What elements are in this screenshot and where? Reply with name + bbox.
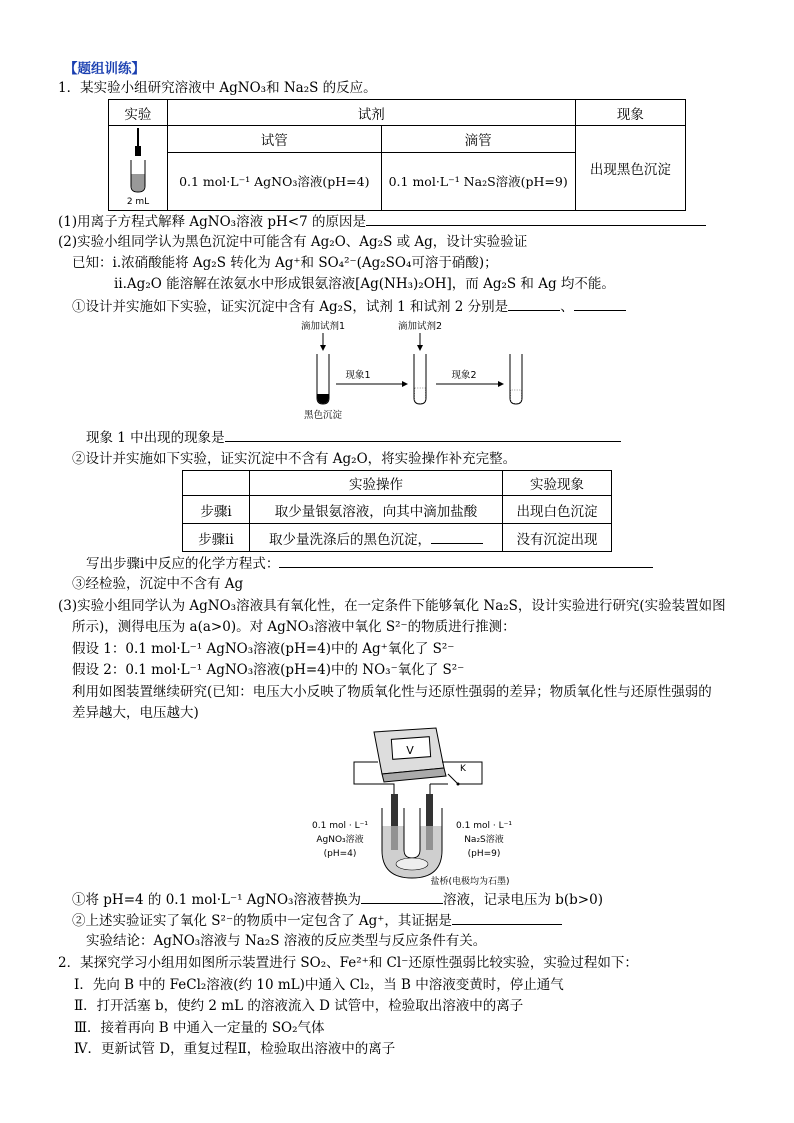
- subheader-tube: 试管: [167, 126, 381, 153]
- steps-table: [182, 470, 612, 552]
- steps-header-blank: [183, 471, 250, 496]
- galvanic-cell-figure: [310, 726, 520, 888]
- right-conc-label: 0.1 mol · L⁻¹: [456, 821, 512, 831]
- question-2-stem: 2．某探究学习小组用如图所示装置进行 SO₂、Fe²⁺和 Cl⁻还原性强弱比较实验，实验过程如下：: [58, 955, 638, 971]
- header-operation: 实验操作: [250, 471, 503, 496]
- answer-blank-phen1[interactable]: [225, 428, 621, 442]
- part-1-question: [58, 212, 706, 231]
- header-experiment: 实验: [109, 100, 168, 126]
- known-2: ⅱ.Ag₂O 能溶解在浓氨水中形成银氨溶液[Ag(NH₃)₂OH]，而 Ag₂S 和 Ag 均不能。: [114, 276, 615, 292]
- sub-question-d2-text: ②上述实验证实了氧化 S²⁻的物质中一定包含了 Ag⁺，其证据是: [72, 913, 452, 929]
- left-conc-label: 0.1 mol · L⁻¹: [312, 821, 368, 831]
- sub-question-d2: [72, 911, 562, 930]
- reagent1-label: 滴加试剂1: [300, 321, 346, 332]
- answer-blank-reagent2[interactable]: [574, 297, 626, 311]
- step-1-result: 出现白色沉淀: [503, 496, 612, 524]
- tube-figure-cell: [109, 126, 168, 211]
- equation-text: 写出步骤ⅰ中反应的化学方程式：: [86, 556, 280, 572]
- part-3-line-a: (3)实验小组同学认为 AgNO₃溶液具有氧化性，在一定条件下能够氧化 Na₂S，设计实验进行研究(实验装置如图: [58, 598, 726, 614]
- step-1-operation: 取少量银氨溶液，向其中滴加盐酸: [250, 496, 503, 524]
- section-heading: 【题组训练】: [64, 61, 145, 77]
- sub-question-2: ②设计并实施如下实验，证实沉淀中不含有 Ag₂O，将实验操作补充完整。: [72, 451, 517, 467]
- sub-question-d1-text-a: ①将 pH=4 的 0.1 mol·L⁻¹ AgNO₃溶液替换为: [72, 892, 361, 908]
- header-phenomenon: 现象: [575, 100, 685, 126]
- part-3-line-b: 所示)，测得电压为 a(a>0)。对 AgNO₃溶液中氧化 S²⁻的物质进行推测：: [72, 619, 516, 635]
- tube-volume-label: 2 mL: [126, 197, 150, 206]
- step-1-label: 步骤ⅰ: [183, 496, 250, 524]
- q2-step-4: Ⅳ．更新试管 D，重复过程Ⅱ，检验取出溶液中的离子: [74, 1041, 396, 1057]
- sub-question-d1-text-b: 溶液，记录电压为 b(b>0): [442, 892, 603, 908]
- experiment-table: [108, 99, 686, 211]
- right-ph-label: (pH=9): [467, 849, 501, 859]
- tube-reagent-cell: 0.1 mol·L⁻¹ AgNO₃溶液(pH=4): [167, 152, 381, 210]
- right-solution-label: Na₂S溶液: [464, 835, 504, 845]
- step-2-operation: [250, 524, 503, 552]
- subheader-dropper: 滴管: [381, 126, 575, 153]
- black-precipitate-label: 黑色沉淀: [303, 410, 343, 421]
- part-2-stem: (2)实验小组同学认为黑色沉淀中可能含有 Ag₂O、Ag₂S 或 Ag，设计实验验证: [58, 234, 528, 250]
- question-1-stem: 1．某实验小组研究溶液中 AgNO₃和 Na₂S 的反应。: [58, 80, 377, 96]
- step-2-result: 没有沉淀出现: [503, 524, 612, 552]
- left-ph-label: (pH=4): [323, 849, 357, 859]
- conclusion: 实验结论：AgNO₃溶液与 Na₂S 溶液的反应类型与反应条件有关。: [86, 933, 487, 949]
- phen2-label: 现象2: [451, 370, 477, 381]
- phen1-label: 现象1: [345, 370, 371, 381]
- header-reagent: 试剂: [167, 100, 575, 126]
- sequence-figure: [290, 318, 540, 424]
- phenomenon-cell: 出现黑色沉淀: [575, 126, 685, 211]
- reagent2-label: 滴加试剂2: [397, 321, 443, 332]
- step-2-operation-text: 取少量洗涤后的黑色沉淀，: [269, 531, 431, 548]
- dropper-reagent-cell: 0.1 mol·L⁻¹ Na₂S溶液(pH=9): [381, 152, 575, 210]
- use-device-line-a: 利用如图装置继续研究(已知：电压大小反映了物质氧化性与还原性强弱的差异；物质氧化性与还原性强弱的: [72, 684, 712, 700]
- separator: 、: [560, 299, 574, 315]
- answer-blank-step2[interactable]: [431, 530, 483, 544]
- sub-question-d1: [72, 890, 603, 909]
- salt-bridge-label: 盐桥(电极均为石墨): [430, 877, 510, 887]
- q2-step-3: Ⅲ．接着再向 B 中通入一定量的 SO₂气体: [74, 1020, 325, 1036]
- switch-label: K: [460, 764, 466, 774]
- answer-blank-equation[interactable]: [279, 554, 653, 568]
- q2-step-2: Ⅱ．打开活塞 b，使约 2 mL 的溶液流入 D 试管中，检验取出溶液中的离子: [74, 998, 524, 1014]
- q2-step-1: Ⅰ．先向 B 中的 FeCl₂溶液(约 10 mL)中通入 Cl₂，当 B 中溶液变黄时，停止通气: [74, 977, 564, 993]
- header-result: 实验现象: [503, 471, 612, 496]
- answer-blank-solution[interactable]: [361, 890, 443, 904]
- test-tube-dropper-icon: [118, 126, 158, 206]
- equation-question: [86, 554, 653, 573]
- sub-question-1: [72, 297, 626, 316]
- hypothesis-1: 假设 1：0.1 mol·L⁻¹ AgNO₃溶液(pH=4)中的 Ag⁺氧化了 S²⁻: [72, 641, 455, 657]
- voltmeter-symbol: V: [406, 744, 414, 757]
- phenomenon-1-question: [86, 428, 621, 447]
- use-device-line-b: 差异越大，电压越大): [72, 705, 199, 721]
- answer-blank-evidence[interactable]: [452, 911, 562, 925]
- phenomenon-1-text: 现象 1 中出现的现象是: [86, 430, 225, 446]
- step-2-label: 步骤ⅱ: [183, 524, 250, 552]
- hypothesis-2: 假设 2：0.1 mol·L⁻¹ AgNO₃溶液(pH=4)中的 NO₃⁻氧化了 S²⁻: [72, 662, 465, 678]
- known-1: 已知：ⅰ.浓硝酸能将 Ag₂S 转化为 Ag⁺和 SO₄²⁻(Ag₂SO₄可溶于硝酸)；: [72, 255, 498, 271]
- sub-question-1-text: ①设计并实施如下实验，证实沉淀中含有 Ag₂S，试剂 1 和试剂 2 分别是: [72, 299, 509, 315]
- left-solution-label: AgNO₃溶液: [316, 835, 364, 845]
- part-1-text: (1)用离子方程式解释 AgNO₃溶液 pH<7 的原因是: [58, 214, 366, 230]
- answer-blank-1[interactable]: [366, 212, 706, 226]
- answer-blank-reagent1[interactable]: [508, 297, 560, 311]
- sub-question-3: ③经检验，沉淀中不含有 Ag: [72, 576, 244, 592]
